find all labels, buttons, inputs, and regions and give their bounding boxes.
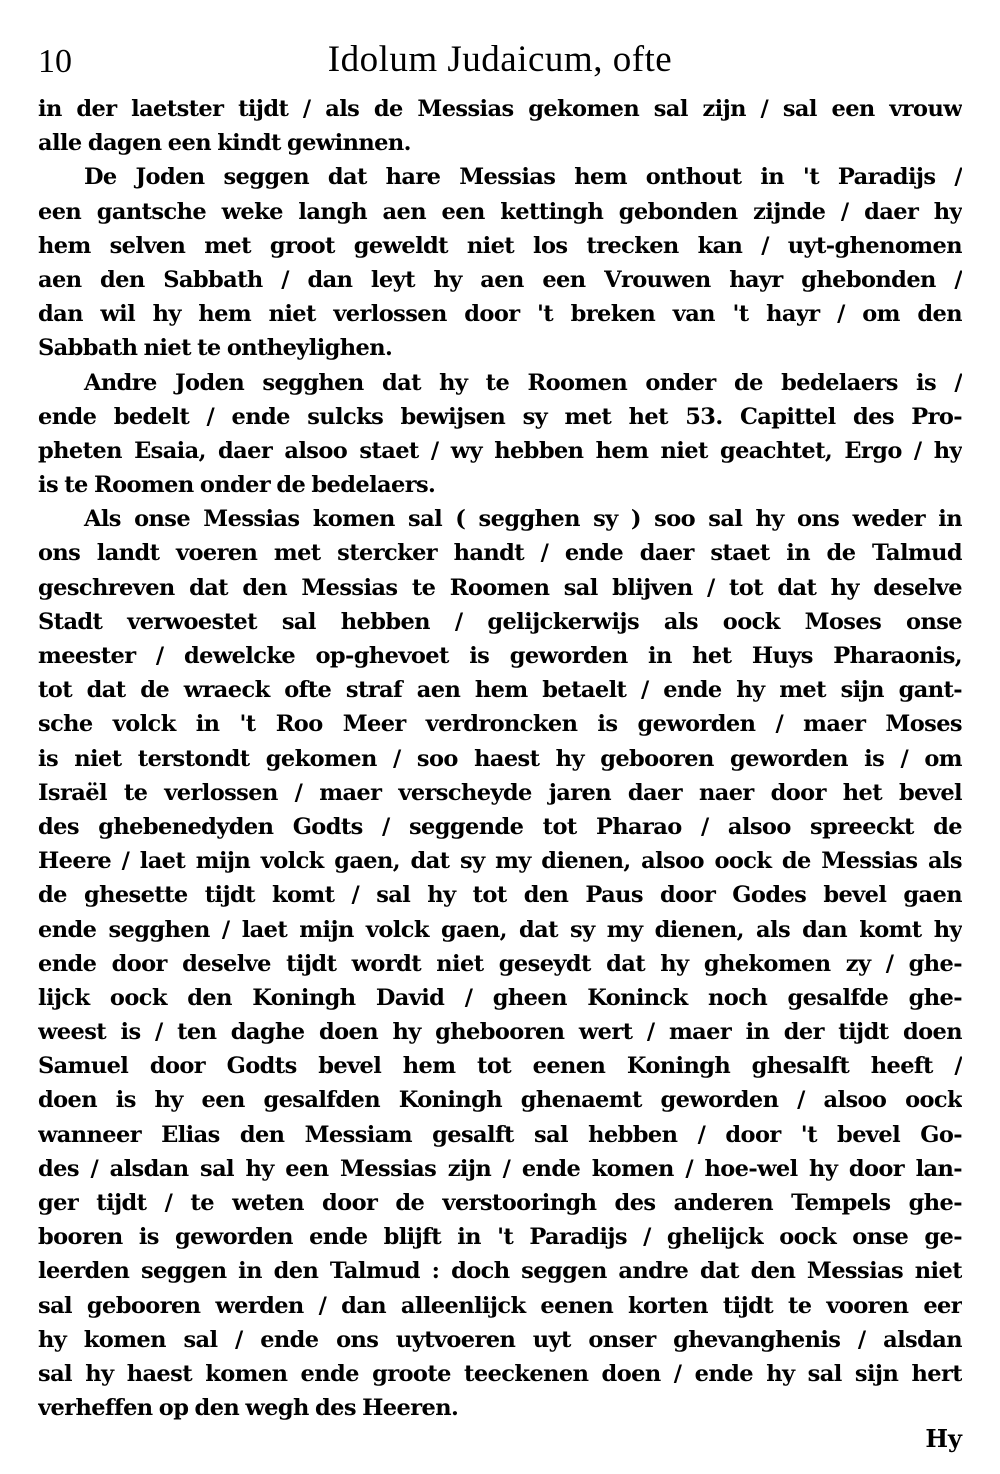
text-line: Andre Joden segghen dat hy te Roomen onder de bedelaers is / <box>84 369 962 396</box>
text-line: Sabbath niet te ontheylighen. <box>38 335 393 362</box>
running-title: Idolum Judaicum, ofte <box>327 39 673 80</box>
text-line: aen den Sabbath / dan leyt hy aen een Vrouwen hayr ghebonden / <box>38 266 962 293</box>
text-line: Stadt verwoestet sal hebben / gelijckerwijs als oock Moses onse <box>38 608 962 635</box>
text-line: geschreven dat den Messias te Roomen sal blijven / tot dat hy deselve <box>38 574 962 601</box>
text-line: ons landt voeren met stercker handt / ende daer staet in de Talmud <box>38 540 962 567</box>
text-line: Heere / laet mijn volck gaen, dat sy my dienen, alsoo oock de Messias als <box>38 848 962 875</box>
text-line: booren is geworden ende blijft in 't Paradijs / ghelijck oock onse ge- <box>38 1224 962 1251</box>
text-line: een gantsche weke langh aen een kettingh gebonden zijnde / daer hy <box>38 198 962 225</box>
text-line: ende segghen / laet mijn volck gaen, dat sy my dienen, als dan komt hy <box>38 916 962 943</box>
text-line: Samuel door Godts bevel hem tot eenen Koningh ghesalft heeft / <box>38 1053 962 1080</box>
text-line: hem selven met groot geweldt niet los trecken kan / uyt-ghenomen <box>38 232 962 259</box>
text-line: pheten Esaia, daer alsoo staet / wy hebben hem niet geachtet, Ergo / hy <box>38 437 962 464</box>
text-line: ende bedelt / ende sulcks bewijsen sy met het 53. Capittel des Pro- <box>38 403 962 430</box>
text-line: leerden seggen in den Talmud : doch seggen andre dat den Messias niet <box>38 1258 962 1285</box>
text-line: ger tijdt / te weten door de verstooringh des anderen Tempels ghe- <box>38 1190 962 1216</box>
text-line: meester / dewelcke op-ghevoet is geworden in het Huys Pharaonis, <box>38 643 962 669</box>
text-line: tot dat de wraeck ofte straf aen hem betaelt / ende hy met sijn gant- <box>38 677 962 704</box>
page-header <box>38 34 962 92</box>
text-line: lijck oock den Koningh David / gheen Koninck noch gesalfde ghe- <box>38 984 962 1011</box>
text-line: in der laetster tijdt / als de Messias gekomen sal zijn / sal een vrouw <box>38 96 962 122</box>
text-line: sal hy haest komen ende groote teeckenen doen / ende hy sal sijn hert <box>38 1360 962 1387</box>
book-page <box>38 34 962 1454</box>
text-line: ende door deselve tijdt wordt niet geseydt dat hy ghekomen zy / ghe- <box>38 950 962 977</box>
text-line: alle dagen een kindt gewinnen. <box>38 130 411 157</box>
text-line: sal gebooren werden / dan alleenlijck eenen korten tijdt te vooren eer <box>38 1292 962 1319</box>
page-number: 10 <box>38 43 72 80</box>
text-line: is te Roomen onder de bedelaers. <box>38 472 436 499</box>
text-line: Als onse Messias komen sal ( segghen sy ) soo sal hy ons weder in <box>84 506 962 533</box>
text-line: De Joden seggen dat hare Messias hem onthout in 't Paradijs / <box>84 164 962 191</box>
text-line: doen is hy een gesalfden Koningh ghenaemt geworden / alsoo oock <box>38 1087 962 1114</box>
text-line: Israël te verlossen / maer verscheyde jaren daer naer door het bevel <box>38 779 962 806</box>
catchword: Hy <box>925 1424 962 1453</box>
text-line: weest is / ten daghe doen hy ghebooren wert / maer in der tijdt doen <box>38 1019 962 1046</box>
text-line: hy komen sal / ende ons uytvoeren uyt onser ghevanghenis / alsdan <box>38 1326 962 1353</box>
text-line: is niet terstondt gekomen / soo haest hy gebooren geworden is / om <box>38 745 962 772</box>
text-line: verheffen op den wegh des Heeren. <box>38 1395 459 1422</box>
text-line: sche volck in 't Roo Meer verdroncken is geworden / maer Moses <box>38 711 962 738</box>
text-line: des / alsdan sal hy een Messias zijn / ende komen / hoe-wel hy door lan- <box>38 1155 962 1182</box>
text-line: wanneer Elias den Messiam gesalft sal hebben / door 't bevel Go- <box>38 1121 962 1148</box>
body-text <box>38 92 962 1425</box>
text-line: de ghesette tijdt komt / sal hy tot den Paus door Godes bevel gaen <box>38 882 962 909</box>
text-line: des ghebenedyden Godts / seggende tot Pharao / alsoo spreeckt de <box>38 813 962 840</box>
text-line: dan wil hy hem niet verlossen door 't breken van 't hayr / om den <box>38 301 962 328</box>
